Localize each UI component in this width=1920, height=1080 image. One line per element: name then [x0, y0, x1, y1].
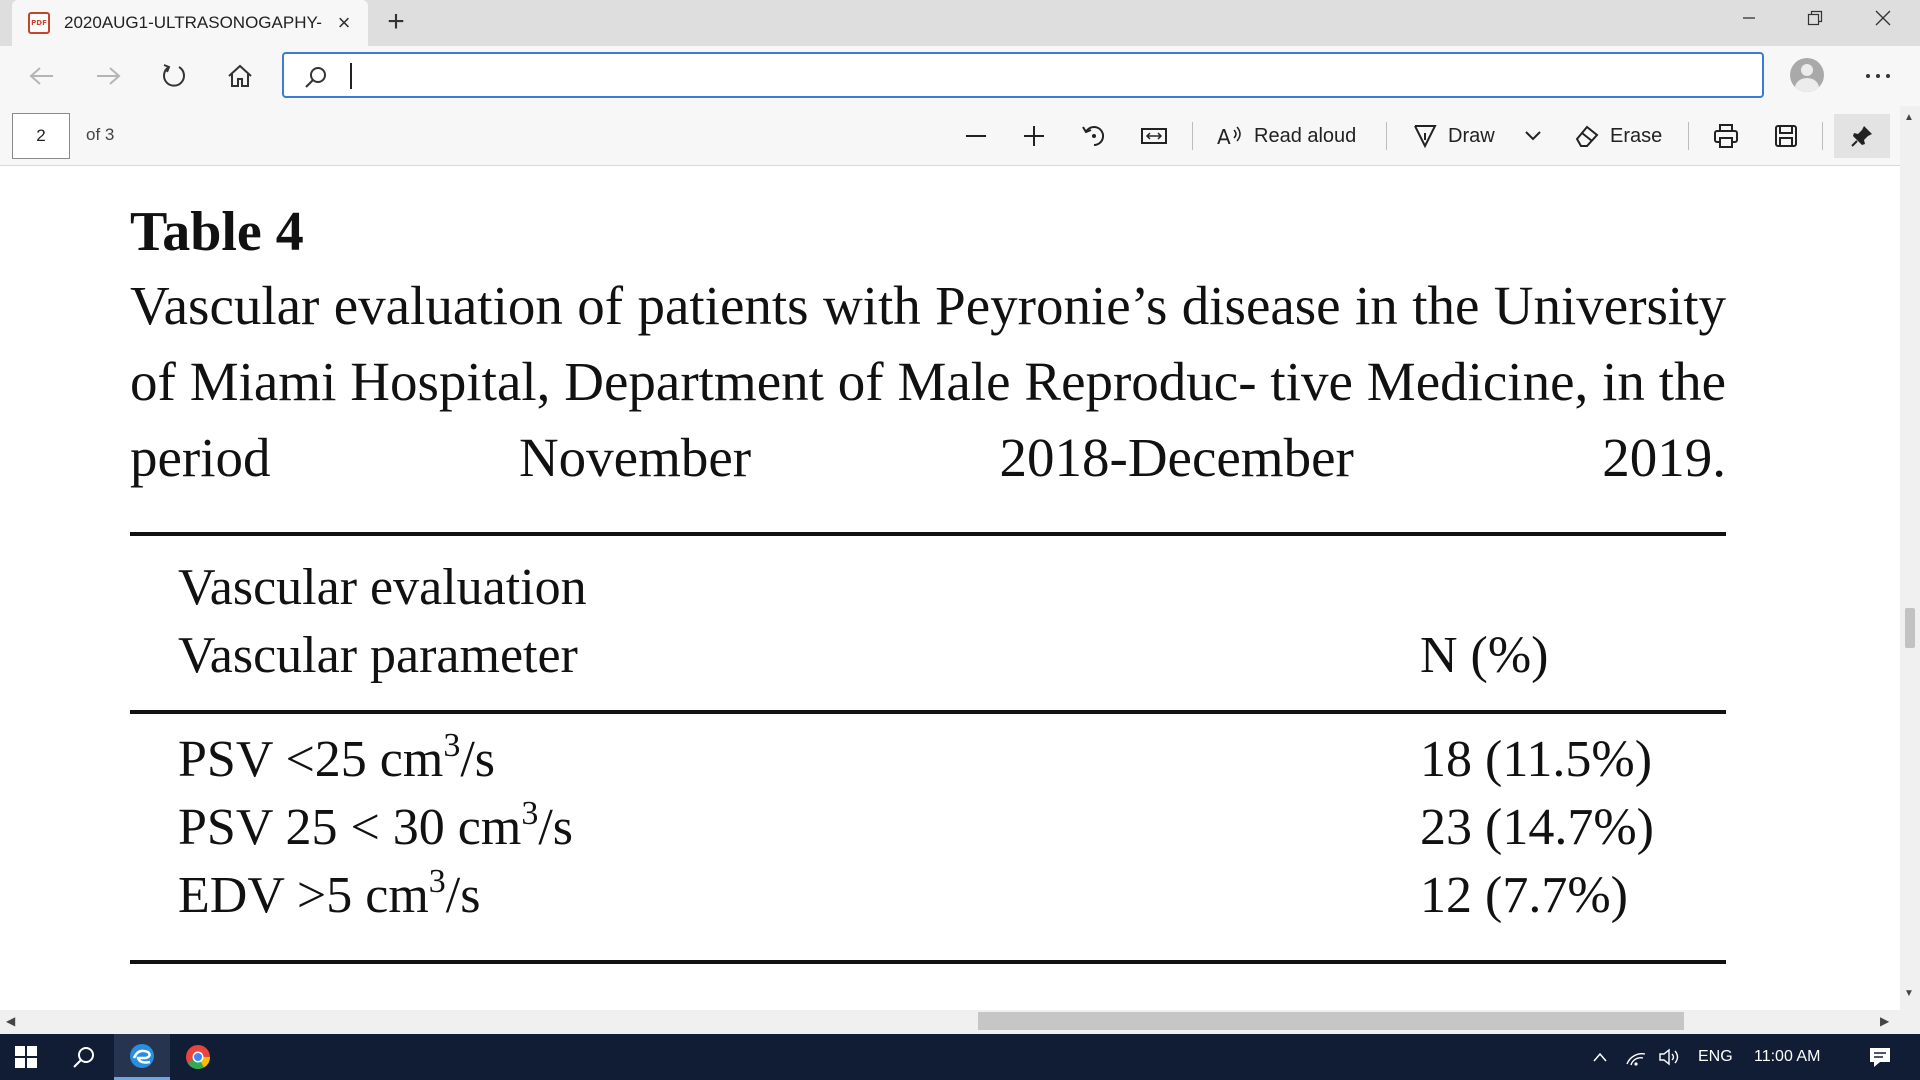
- table-top-rule: [130, 532, 1726, 536]
- zoom-in-button[interactable]: [1012, 114, 1056, 158]
- table-header-rule: [130, 710, 1726, 714]
- windows-logo-icon: [15, 1046, 37, 1068]
- read-aloud-label: Read aloud: [1254, 124, 1357, 147]
- scroll-up-icon[interactable]: ▲: [1904, 112, 1914, 123]
- forward-button[interactable]: [88, 56, 128, 96]
- chrome-browser-icon: [185, 1044, 211, 1070]
- zoom-out-button[interactable]: [954, 114, 998, 158]
- table-caption: Vascular evaluation of patients with Peyronie’s disease in the University of Miami Hospital, Department of Male Reproduc- tive Medicine, in the period November 2018-December 2019.: [130, 275, 1726, 488]
- notifications-button[interactable]: [1860, 1034, 1900, 1080]
- pin-icon: [1850, 124, 1874, 148]
- text-caret: [350, 63, 352, 89]
- toolbar-separator: [1192, 122, 1193, 150]
- navigation-bar: [0, 46, 1920, 106]
- search-icon: [304, 65, 328, 89]
- scroll-down-icon[interactable]: ▼: [1904, 988, 1914, 999]
- pdf-document-view[interactable]: [0, 166, 1900, 1010]
- browser-tab[interactable]: [12, 0, 368, 46]
- header-parameter-label: Vascular parameter: [178, 627, 578, 684]
- arrow-right-icon: [95, 66, 121, 86]
- title-bar: [0, 0, 1920, 46]
- fit-width-icon: [1140, 125, 1168, 147]
- pdf-toolbar: [0, 106, 1900, 166]
- draw-options-button[interactable]: [1518, 114, 1548, 158]
- home-icon: [227, 63, 253, 89]
- tab-title: 2020AUG1-ULTRASONOGAPHY-: [64, 13, 322, 32]
- search-icon: [72, 1045, 96, 1069]
- erase-button[interactable]: [1574, 114, 1662, 158]
- notification-icon: [1868, 1046, 1892, 1068]
- rotate-button[interactable]: [1072, 114, 1116, 158]
- taskbar-chrome[interactable]: [172, 1034, 224, 1080]
- refresh-button[interactable]: [154, 56, 194, 96]
- fit-to-width-button[interactable]: [1132, 114, 1176, 158]
- close-icon: [1875, 10, 1891, 26]
- address-bar[interactable]: [282, 52, 1764, 98]
- arrow-left-icon: [29, 66, 55, 86]
- table-row: PSV 25 < 30 $cm^3/s$: [178, 795, 573, 856]
- scroll-left-icon[interactable]: ◀: [6, 1014, 16, 1028]
- table-label: Table 4: [130, 201, 304, 263]
- save-button[interactable]: [1764, 114, 1808, 158]
- header-value-label: N (%): [1420, 627, 1549, 684]
- tab-close-button[interactable]: ×: [337, 10, 351, 35]
- clock[interactable]: 11:00 AM: [1754, 1048, 1821, 1065]
- minimize-icon: [1742, 11, 1756, 25]
- taskbar-search-button[interactable]: [58, 1034, 110, 1080]
- ellipsis-icon: [1865, 72, 1891, 80]
- draw-button[interactable]: [1412, 114, 1495, 158]
- restore-icon: [1807, 10, 1823, 26]
- erase-label: Erase: [1610, 124, 1663, 147]
- table-row-value: 12 (7.7%): [1420, 867, 1628, 924]
- network-button[interactable]: [1622, 1034, 1650, 1080]
- table-row-value: 18 (11.5%): [1420, 731, 1653, 788]
- header-group-label: Vascular evaluation: [178, 559, 587, 616]
- draw-label: Draw: [1448, 124, 1495, 147]
- toolbar-separator: [1688, 122, 1689, 150]
- wifi-icon: [1625, 1048, 1647, 1066]
- refresh-icon: [161, 63, 187, 89]
- tray-overflow-button[interactable]: [1588, 1034, 1612, 1080]
- close-window-button[interactable]: [1850, 0, 1916, 36]
- read-aloud-icon: [1216, 124, 1244, 148]
- profile-avatar[interactable]: [1790, 58, 1824, 92]
- read-aloud-button[interactable]: [1216, 114, 1356, 158]
- minus-icon: [964, 124, 988, 148]
- page-total-label: of 3: [86, 125, 115, 144]
- save-icon: [1774, 124, 1798, 148]
- rotate-icon: [1081, 123, 1107, 149]
- language-indicator[interactable]: ENG: [1698, 1048, 1733, 1065]
- pen-icon: [1412, 123, 1438, 149]
- printer-icon: [1713, 123, 1739, 149]
- minimize-button[interactable]: [1716, 0, 1782, 36]
- vertical-scrollbar[interactable]: [1900, 106, 1920, 1010]
- settings-more-button[interactable]: [1858, 56, 1898, 96]
- svg-text:A: A: [1217, 125, 1231, 148]
- pin-toolbar-button[interactable]: [1834, 114, 1890, 158]
- chevron-up-icon: [1593, 1052, 1607, 1062]
- edge-browser-icon: [128, 1042, 156, 1070]
- vertical-scroll-thumb[interactable]: [1905, 608, 1915, 648]
- table-row: PSV <25 $cm^3/s$: [178, 727, 495, 788]
- speaker-icon: [1658, 1048, 1682, 1066]
- toolbar-separator: [1822, 122, 1823, 150]
- page-number-input[interactable]: [12, 113, 70, 159]
- pdf-file-icon: PDF: [28, 12, 50, 34]
- horizontal-scroll-thumb[interactable]: [978, 1012, 1684, 1030]
- table-row: EDV >5 $cm^3/s$: [178, 863, 481, 924]
- taskbar: [0, 1034, 1920, 1080]
- plus-icon: [1022, 124, 1046, 148]
- back-button[interactable]: [22, 56, 62, 96]
- new-tab-button[interactable]: +: [387, 5, 405, 38]
- home-button[interactable]: [220, 56, 260, 96]
- print-button[interactable]: [1704, 114, 1748, 158]
- table-row-value: 23 (14.7%): [1420, 799, 1654, 856]
- horizontal-scrollbar[interactable]: [0, 1010, 1900, 1034]
- scroll-corner: [1900, 1010, 1920, 1034]
- taskbar-edge[interactable]: [114, 1034, 170, 1080]
- scroll-right-icon[interactable]: ▶: [1880, 1014, 1890, 1028]
- restore-button[interactable]: [1782, 0, 1848, 36]
- toolbar-separator: [1386, 122, 1387, 150]
- chevron-down-icon: [1524, 130, 1542, 142]
- volume-button[interactable]: [1656, 1034, 1684, 1080]
- eraser-icon: [1574, 124, 1600, 148]
- table-bottom-rule: [130, 960, 1726, 964]
- start-button[interactable]: [0, 1034, 52, 1080]
